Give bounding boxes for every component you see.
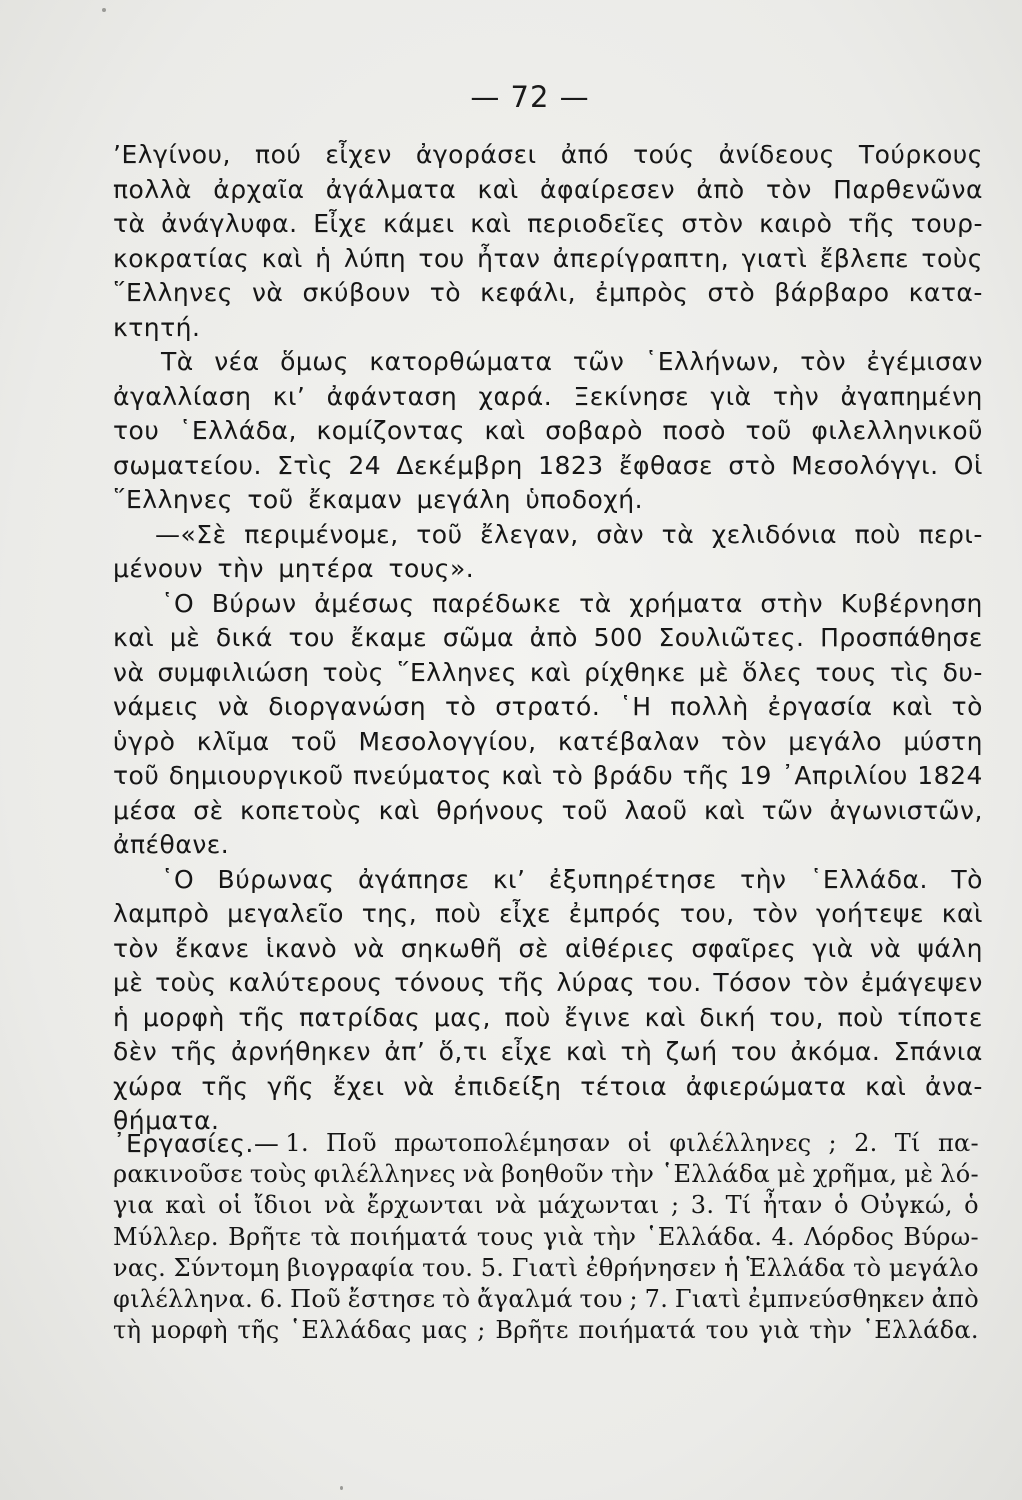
text-line: ῾Ο Βύρωνας ἀγάπησε κι’ ἐξυπηρέτησε τὴν ῾Ελλάδα. Τὸ	[161, 864, 983, 894]
exercise-line: Μύλλερ. Βρῆτε τὰ ποιήματά τους γιὰ τὴν ῾Ελλάδα. 4. Λόρδος Βύρω-	[113, 1222, 979, 1251]
page-number: — 72 —	[470, 80, 590, 114]
text-line: λαμπρὸ μεγαλεῖο της, ποὺ εἶχε ἐμπρός του, τὸν γοήτεψε καὶ	[113, 899, 983, 928]
exercises-first-line-text: 1. Ποῦ πρωτοπολέμησαν οἱ φιλέλληνες ; 2. Τί πα-	[285, 1129, 979, 1157]
text-line: μέσα σὲ κοπετοὺς καὶ θρήνους τοῦ λαοῦ καὶ τῶν ἀγωνιστῶν,	[113, 795, 983, 825]
text-line: κτητή.	[113, 312, 201, 342]
text-line: ῞Ελληνες νὰ σκύβουν τὸ κεφάλι, ἐμπρὸς στὸ βάρβαρο κατα-	[113, 278, 983, 307]
text-line: τὸν ἔκανε ἱκανὸ νὰ σηκωθῆ σὲ αἰθέριες σφαῖρες γιὰ νὰ ψάλη	[113, 933, 983, 963]
text-line: χώρα τῆς γῆς ἔχει νὰ ἐπιδείξη τέτοια ἀφιερώματα καὶ ἀνα-	[113, 1071, 983, 1101]
text-line: θήματα.	[113, 1106, 220, 1135]
paper-speck	[340, 1486, 343, 1490]
text-line: μένουν τὴν μητέρα τους».	[113, 554, 475, 583]
exercise-line: νας. Σύντομη βιογραφία του. 5. Γιατὶ ἐθρήνησεν ἡ Ἑλλάδα τὸ μεγάλο	[113, 1253, 979, 1282]
text-line: —«Σὲ περιμένομε, τοῦ ἔλεγαν, σὰν τὰ χελιδόνια ποὺ περι-	[155, 519, 983, 549]
text-line: πολλὰ ἀρχαῖα ἀγάλματα καὶ ἀφαίρεσεν ἀπὸ τὸν Παρθενῶνα	[113, 174, 983, 204]
text-line: ἡ μορφὴ τῆς πατρίδας μας, ποὺ ἔγινε καὶ δική του, ποὺ τίποτε	[113, 1002, 983, 1032]
text-line: ’Ελγίνου, πού εἶχεν ἀγοράσει ἀπό τούς ἀνίδεους Τούρκους	[113, 140, 983, 169]
exercise-line: τὴ μορφὴ τῆς ῾Ελλάδας μας ; Βρῆτε ποιήματά του γιὰ τὴν ῾Ελλάδα.	[113, 1316, 979, 1345]
text-line: καὶ μὲ δικά του ἔκαμε σῶμα ἀπὸ 500 Σουλιῶτες. Προσπάθησε	[113, 623, 983, 652]
exercise-line: φιλέλληνα. 6. Ποῦ ἔστησε τὸ ἄγαλμά του ; 7. Γιατὶ ἐμπνεύσθηκεν ἀπὸ	[113, 1284, 979, 1313]
exercises-first-line	[113, 1128, 979, 1159]
text-line: σωματείου. Στὶς 24 Δεκέμβρη 1823 ἔφθασε στὸ Μεσολόγγι. Οἱ	[113, 450, 983, 480]
text-line: νάμεις νὰ διοργανώση τὸ στρατό. ῾Η πολλὴ ἐργασία καὶ τὸ	[113, 692, 983, 721]
text-line: μὲ τοὺς καλύτερους τόνους τῆς λύρας του. Τόσον τὸν ἐμάγεψεν	[113, 968, 983, 997]
paper-speck	[102, 8, 106, 12]
text-line: ῾Ο Βύρων ἀμέσως παρέδωκε τὰ χρήματα στὴν Κυβέρνηση	[161, 588, 983, 618]
body-text	[113, 138, 983, 1139]
text-line: ῞Ελληνες τοῦ ἔκαμαν μεγάλη ὑποδοχή.	[113, 485, 644, 514]
text-line: δὲν τῆς ἀρνήθηκεν ἀπ’ ὅ,τι εἶχε καὶ τὴ ζωή του ἀκόμα. Σπάνια	[113, 1037, 983, 1066]
text-line: τὰ ἀνάγλυφα. Εἶχε κάμει καὶ περιοδεῖες στὸν καιρὸ τῆς τουρ-	[113, 209, 983, 238]
exercises-section	[113, 1128, 979, 1346]
text-line: Τὰ νέα ὅμως κατορθώματα τῶν ῾Ελλήνων, τὸν ἐγέμισαν	[161, 347, 983, 376]
text-line: ἀγαλλίαση κι’ ἀφάνταση χαρά. Ξεκίνησε γιὰ τὴν ἀγαπημένη	[113, 381, 983, 411]
exercises-heading: ᾿Εργασίες.—	[113, 1129, 280, 1158]
text-line: του ῾Ελλάδα, κομίζοντας καὶ σοβαρὸ ποσὸ τοῦ φιλελληνικοῦ	[113, 416, 983, 445]
text-line: κοκρατίας καὶ ἡ λύπη του ἦταν ἀπερίγραπτη, γιατὶ ἔβλεπε τοὺς	[113, 243, 983, 273]
exercises-lines	[113, 1159, 979, 1346]
text-line: ἀπέθανε.	[113, 830, 230, 859]
text-line: ὑγρὸ κλῖμα τοῦ Μεσολογγίου, κατέβαλαν τὸν μεγάλο μύστη	[113, 726, 983, 756]
exercise-line: για καὶ οἱ ἴδιοι νὰ ἔρχωνται νὰ μάχωνται ; 3. Τί ἦταν ὁ Οὐγκώ, ὁ	[113, 1191, 979, 1220]
exercise-line: ρακινοῦσε τοὺς φιλέλληνες νὰ βοηθοῦν τὴν ῾Ελλάδα μὲ χρῆμα, μὲ λό-	[113, 1160, 979, 1189]
text-line: νὰ συμφιλιώση τοὺς ῞Ελληνες καὶ ρίχθηκε μὲ ὅλες τους τὶς δυ-	[113, 657, 983, 687]
text-line: τοῦ δημιουργικοῦ πνεύματος καὶ τὸ βράδυ τῆς 19 ᾿Απριλίου 1824	[113, 761, 983, 790]
